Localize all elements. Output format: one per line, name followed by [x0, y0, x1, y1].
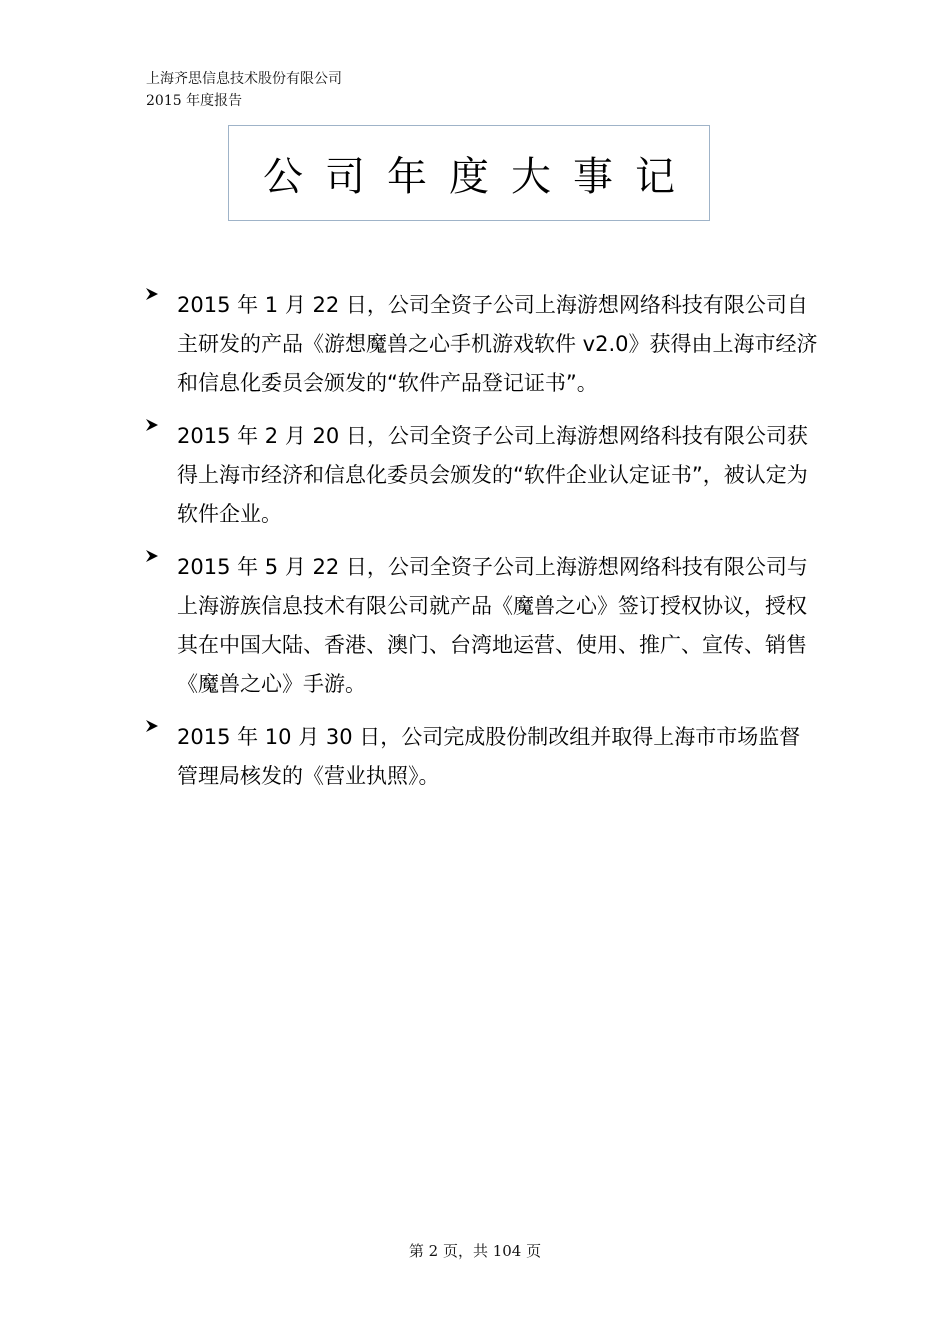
running-header [146, 68, 342, 112]
title-box [228, 125, 710, 221]
page-title: 公司年度大事记 [263, 153, 697, 200]
event-text: 2015 年 5 月 22 日，公司全资子公司上海游想网络科技有限公司与上海游族信息技术有限公司就产品《魔兽之心》签订授权协议，授权其在中国大陆、香港、澳门、台湾地运营、使用、推广、宣传、销售《魔兽之心》手游。 [177, 555, 808, 696]
event-text: 2015 年 1 月 22 日，公司全资子公司上海游想网络科技有限公司自主研发的产品《游想魔兽之心手机游戏软件 v2.0》获得由上海市经济和信息化委员会颁发的“软件产品登记证书”。 [177, 293, 818, 395]
header-report-name: 2015 年度报告 [146, 93, 243, 109]
event-item [140, 417, 820, 534]
events-list [140, 286, 820, 810]
header-company-name: 上海齐思信息技术股份有限公司 [146, 71, 342, 87]
event-text: 2015 年 10 月 30 日，公司完成股份制改组并取得上海市市场监督管理局核发的《营业执照》。 [177, 725, 801, 788]
page-footer: 第 2 页，共 104 页 [408, 1242, 542, 1260]
event-item [140, 286, 820, 403]
arrow-right-icon [140, 286, 177, 302]
event-item [140, 548, 820, 704]
arrow-right-icon [140, 548, 177, 564]
arrow-right-icon [140, 718, 177, 734]
event-item [140, 718, 820, 796]
arrow-right-icon [140, 417, 177, 433]
event-text: 2015 年 2 月 20 日，公司全资子公司上海游想网络科技有限公司获得上海市经济和信息化委员会颁发的“软件企业认定证书”，被认定为软件企业。 [177, 424, 808, 526]
